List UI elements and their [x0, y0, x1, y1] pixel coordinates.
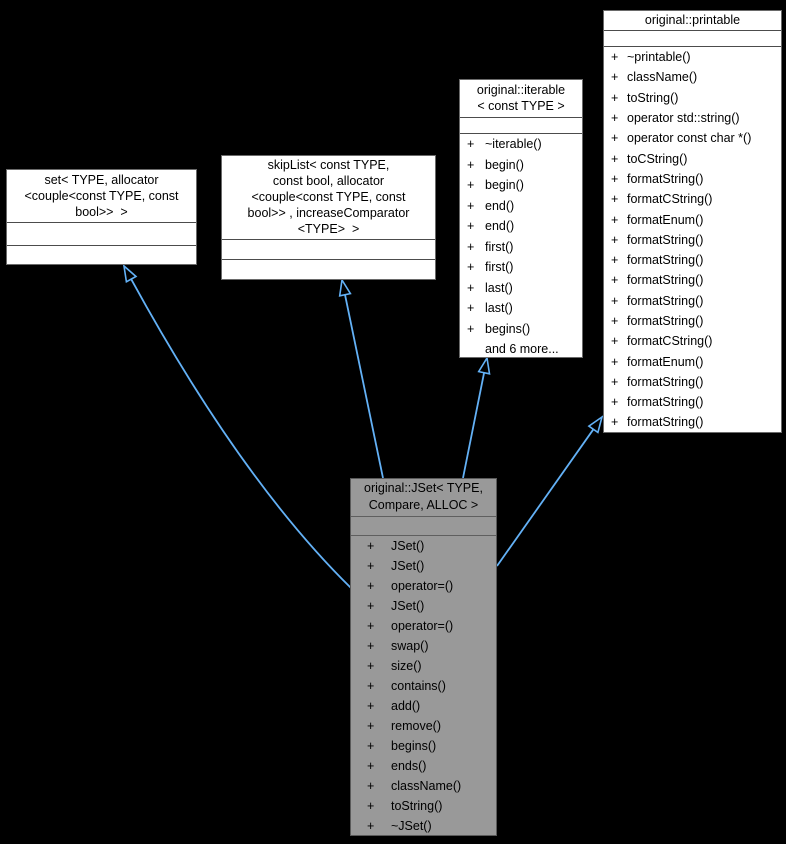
- visibility-symbol: +: [467, 137, 475, 152]
- visibility-symbol: +: [367, 819, 375, 833]
- method-name: JSet(): [391, 539, 425, 553]
- class-title-line: bool>> , increaseComparator: [247, 206, 410, 220]
- method-row: [604, 47, 781, 67]
- method-name: ends(): [391, 759, 427, 773]
- visibility-symbol: +: [611, 334, 619, 349]
- class-box-iterable[interactable]: [459, 79, 583, 358]
- visibility-symbol: +: [367, 699, 375, 713]
- class-title-line: <TYPE> >: [297, 222, 360, 236]
- visibility-symbol: +: [611, 50, 619, 65]
- visibility-symbol: +: [367, 779, 375, 793]
- class-title: [222, 156, 435, 239]
- method-row: [604, 250, 781, 270]
- visibility-symbol: +: [611, 253, 619, 268]
- method-row: [604, 270, 781, 290]
- fields-compartment: [604, 30, 781, 46]
- method-name: formatString(): [627, 232, 704, 247]
- visibility-symbol: +: [467, 301, 475, 316]
- class-title-line: original::iterable: [476, 83, 566, 97]
- visibility-symbol: +: [467, 321, 475, 336]
- visibility-symbol: +: [467, 157, 475, 172]
- class-title-line: const bool, allocator: [272, 174, 385, 188]
- method-row: [604, 148, 781, 168]
- class-title-line: set< TYPE, allocator: [44, 173, 159, 187]
- method-name: className(): [391, 779, 462, 793]
- method-name: formatString(): [627, 293, 704, 308]
- method-row: [460, 216, 582, 237]
- method-name: formatCString(): [627, 192, 713, 207]
- visibility-symbol: +: [367, 719, 375, 733]
- visibility-symbol: +: [367, 659, 375, 673]
- method-row: [460, 175, 582, 196]
- visibility-symbol: +: [611, 314, 619, 328]
- method-row: [460, 155, 582, 176]
- visibility-symbol: +: [467, 239, 475, 254]
- method-name: formatString(): [627, 171, 704, 186]
- inheritance-open-arrowhead-printable: [589, 417, 602, 432]
- method-name: toCString(): [627, 151, 688, 166]
- class-title: [604, 11, 781, 30]
- class-title: [351, 479, 496, 516]
- method-row: [351, 696, 496, 716]
- class-title: [7, 170, 196, 222]
- method-name: contains(): [391, 679, 446, 693]
- method-name: first(): [485, 260, 514, 275]
- method-name: formatCString(): [627, 334, 713, 349]
- methods-compartment: [604, 46, 781, 433]
- method-row: [351, 556, 496, 576]
- method-name: operator=(): [391, 619, 454, 633]
- method-name: remove(): [391, 719, 442, 733]
- method-name: formatString(): [627, 374, 704, 389]
- visibility-symbol: +: [467, 198, 475, 213]
- method-row: [604, 209, 781, 229]
- visibility-symbol: +: [611, 70, 619, 85]
- method-name: size(): [391, 659, 422, 673]
- class-title-line: original::JSet< TYPE,: [364, 481, 483, 495]
- visibility-symbol: +: [367, 619, 375, 633]
- method-name: className(): [627, 70, 698, 85]
- method-row: [604, 128, 781, 148]
- method-row: [351, 676, 496, 696]
- method-name: end(): [485, 219, 515, 234]
- method-name: last(): [485, 301, 513, 316]
- method-name: add(): [391, 699, 421, 713]
- class-box-set[interactable]: [6, 169, 197, 265]
- more-members-row: [460, 339, 582, 358]
- method-name: begin(): [485, 178, 524, 193]
- visibility-symbol: +: [467, 219, 475, 234]
- method-row: [604, 392, 781, 412]
- method-name: toString(): [391, 799, 443, 813]
- visibility-symbol: +: [611, 415, 619, 430]
- method-name: operator=(): [391, 579, 454, 593]
- method-name: formatString(): [627, 395, 704, 410]
- visibility-symbol: +: [611, 90, 619, 105]
- method-row: [351, 616, 496, 636]
- method-row: [351, 716, 496, 736]
- method-name: first(): [485, 239, 514, 254]
- method-name: end(): [485, 198, 515, 213]
- method-row: [604, 351, 781, 371]
- method-row: [460, 134, 582, 155]
- visibility-symbol: +: [467, 260, 475, 275]
- method-row: [351, 816, 496, 836]
- method-row: [351, 596, 496, 616]
- methods-compartment: [460, 133, 582, 358]
- method-name: formatString(): [627, 273, 704, 288]
- class-title-line: Compare, ALLOC >: [368, 498, 479, 512]
- visibility-symbol: +: [611, 293, 619, 308]
- visibility-symbol: +: [367, 639, 375, 653]
- fields-compartment: [351, 516, 496, 535]
- methods-compartment: [222, 259, 435, 280]
- visibility-symbol: +: [367, 599, 375, 613]
- method-name: ~JSet(): [391, 819, 432, 833]
- method-row: [604, 311, 781, 331]
- method-row: [604, 67, 781, 87]
- visibility-symbol: +: [611, 171, 619, 186]
- method-name: begins(): [391, 739, 437, 753]
- methods-compartment: [351, 535, 496, 836]
- method-row: [351, 576, 496, 596]
- visibility-symbol: +: [611, 273, 619, 288]
- visibility-symbol: +: [467, 178, 475, 193]
- method-name: swap(): [391, 639, 429, 653]
- method-name: formatEnum(): [627, 212, 704, 227]
- fields-compartment: [7, 222, 196, 245]
- method-row: [604, 372, 781, 392]
- class-box-jset-focus[interactable]: [350, 478, 497, 836]
- inheritance-edge-jset-to-iterable: [463, 373, 484, 478]
- method-row: [351, 536, 496, 556]
- inheritance-edge-jset-to-printable: [497, 429, 593, 566]
- visibility-symbol: +: [367, 799, 375, 813]
- method-row: [604, 169, 781, 189]
- method-row: [604, 331, 781, 351]
- fields-compartment: [222, 239, 435, 259]
- class-title-line: original::printable: [644, 13, 741, 27]
- visibility-symbol: +: [467, 280, 475, 295]
- class-title-line: skipList< const TYPE,: [267, 158, 390, 172]
- inheritance-open-arrowhead-skiplist: [340, 280, 351, 296]
- method-name: operator const char *(): [627, 131, 752, 146]
- visibility-symbol: +: [611, 192, 619, 207]
- method-row: [460, 319, 582, 340]
- method-name: JSet(): [391, 599, 425, 613]
- inheritance-open-arrowhead-iterable: [479, 358, 490, 374]
- method-row: [460, 298, 582, 319]
- inheritance-edge-jset-to-set: [131, 279, 351, 588]
- visibility-symbol: +: [611, 212, 619, 227]
- visibility-symbol: +: [611, 232, 619, 247]
- method-name: ~printable(): [627, 50, 691, 65]
- more-members-label: and 6 more...: [485, 342, 559, 357]
- method-row: [460, 237, 582, 258]
- methods-compartment: [7, 245, 196, 265]
- visibility-symbol: +: [367, 759, 375, 773]
- method-name: formatString(): [627, 415, 704, 430]
- method-name: formatEnum(): [627, 354, 704, 369]
- class-box-skiplist[interactable]: [221, 155, 436, 280]
- class-title: [460, 80, 582, 117]
- class-title-line: <couple<const TYPE, const: [24, 189, 179, 203]
- method-row: [604, 291, 781, 311]
- method-row: [460, 196, 582, 217]
- visibility-symbol: +: [611, 151, 619, 166]
- class-title-line: <couple<const TYPE, const: [251, 190, 406, 204]
- method-row: [604, 230, 781, 250]
- visibility-symbol: +: [611, 395, 619, 410]
- visibility-symbol: +: [367, 579, 375, 593]
- inheritance-open-arrowhead-set: [124, 266, 136, 282]
- class-box-printable[interactable]: [603, 10, 782, 433]
- method-row: [460, 257, 582, 278]
- method-name: operator std::string(): [627, 111, 740, 126]
- method-name: JSet(): [391, 559, 425, 573]
- fields-compartment: [460, 117, 582, 133]
- method-row: [351, 796, 496, 816]
- method-row: [351, 776, 496, 796]
- method-name: formatString(): [627, 314, 704, 328]
- visibility-symbol: +: [367, 539, 375, 553]
- visibility-symbol: +: [611, 111, 619, 126]
- method-row: [351, 656, 496, 676]
- visibility-symbol: +: [367, 559, 375, 573]
- inheritance-edge-jset-to-skiplist: [345, 295, 383, 478]
- method-row: [604, 108, 781, 128]
- method-name: ~iterable(): [485, 137, 542, 152]
- method-row: [351, 756, 496, 776]
- class-title-line: < const TYPE >: [477, 99, 565, 113]
- visibility-symbol: +: [611, 131, 619, 146]
- method-name: toString(): [627, 90, 679, 105]
- visibility-symbol: +: [611, 354, 619, 369]
- method-name: last(): [485, 280, 513, 295]
- method-name: begins(): [485, 321, 531, 336]
- visibility-symbol: +: [611, 374, 619, 389]
- visibility-symbol: +: [367, 679, 375, 693]
- method-row: [351, 636, 496, 656]
- method-row: [460, 278, 582, 299]
- visibility-symbol: +: [367, 739, 375, 753]
- method-row: [351, 736, 496, 756]
- method-name: formatString(): [627, 253, 704, 268]
- method-name: begin(): [485, 157, 524, 172]
- method-row: [604, 88, 781, 108]
- method-row: [604, 412, 781, 432]
- method-row: [604, 189, 781, 209]
- class-title-line: bool>> >: [75, 205, 128, 219]
